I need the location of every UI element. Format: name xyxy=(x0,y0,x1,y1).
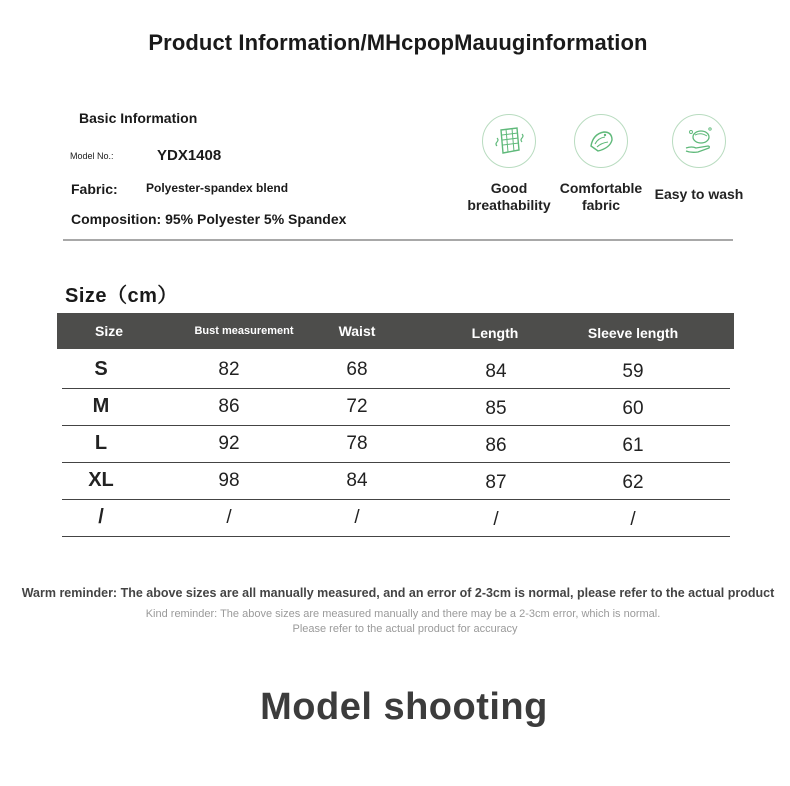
bust-cell: 98 xyxy=(218,470,240,491)
kind-reminder-line1: Kind reminder: The above sizes are measured manually and there may be a 2-3cm error, which is normal. xyxy=(145,608,661,620)
feature-label: Comfortable fabric xyxy=(559,180,643,213)
waist-cell: 78 xyxy=(346,433,368,454)
column-header-size: Size xyxy=(94,323,123,339)
kind-reminder-line2: Please refer to the actual product for accuracy xyxy=(292,623,518,635)
sleeve-cell: 60 xyxy=(622,398,644,419)
bust-cell: 82 xyxy=(218,359,240,380)
bust-cell: / xyxy=(226,507,232,528)
fabric-label: Fabric: xyxy=(71,181,118,197)
table-row xyxy=(62,388,730,426)
column-header-length: Length xyxy=(471,325,519,341)
waist-cell: 68 xyxy=(346,359,368,380)
warm-reminder: Warm reminder: The above sizes are all manually measured, and an error of 2-3cm is normal, please refer to the actual product xyxy=(21,586,775,600)
sleeve-cell: / xyxy=(630,509,636,530)
size-cell: M xyxy=(92,395,110,417)
feature-easy-wash xyxy=(644,114,754,203)
comfort-fabric-icon xyxy=(574,114,628,168)
column-header-bust: Bust measurement xyxy=(194,325,294,337)
bust-cell: 92 xyxy=(218,433,240,454)
sleeve-cell: 62 xyxy=(622,472,644,493)
table-row xyxy=(62,499,730,537)
sleeve-cell: 59 xyxy=(622,361,644,382)
length-cell: 86 xyxy=(485,435,507,456)
feature-comfortable xyxy=(546,114,656,214)
model-number-label: Model No.: xyxy=(70,151,114,161)
composition-text: Composition: 95% Polyester 5% Spandex xyxy=(71,211,347,227)
feature-label: Easy to wash xyxy=(654,186,744,202)
column-header-sleeve: Sleeve length xyxy=(587,325,679,341)
size-heading: Size（cm） xyxy=(65,285,178,307)
size-table-header xyxy=(57,313,734,349)
column-header-waist: Waist xyxy=(338,323,376,339)
section-divider xyxy=(63,239,733,241)
model-shooting-heading: Model shooting xyxy=(260,686,548,728)
basic-info-heading: Basic Information xyxy=(79,110,198,126)
length-cell: 87 xyxy=(485,472,507,493)
length-cell: 84 xyxy=(485,361,507,382)
length-cell: / xyxy=(493,509,499,530)
page-title: Product Information/MHcpopMauuginformation xyxy=(148,30,648,55)
bust-cell: 86 xyxy=(218,396,240,417)
feature-label: Good breathability xyxy=(467,180,551,213)
sleeve-cell: 61 xyxy=(622,435,644,456)
table-row xyxy=(62,425,730,463)
size-cell: L xyxy=(94,432,108,454)
hand-wash-icon xyxy=(672,114,726,168)
waist-cell: 84 xyxy=(346,470,368,491)
size-cell: XL xyxy=(88,469,114,491)
size-cell: / xyxy=(98,506,104,528)
size-cell: S xyxy=(94,358,108,380)
model-number-value: YDX1408 xyxy=(157,147,222,164)
table-row xyxy=(62,462,730,500)
breathable-fabric-icon xyxy=(482,114,536,168)
waist-cell: / xyxy=(354,507,360,528)
fabric-value: Polyester-spandex blend xyxy=(146,181,289,195)
waist-cell: 72 xyxy=(346,396,368,417)
table-row xyxy=(62,351,730,389)
length-cell: 85 xyxy=(485,398,507,419)
